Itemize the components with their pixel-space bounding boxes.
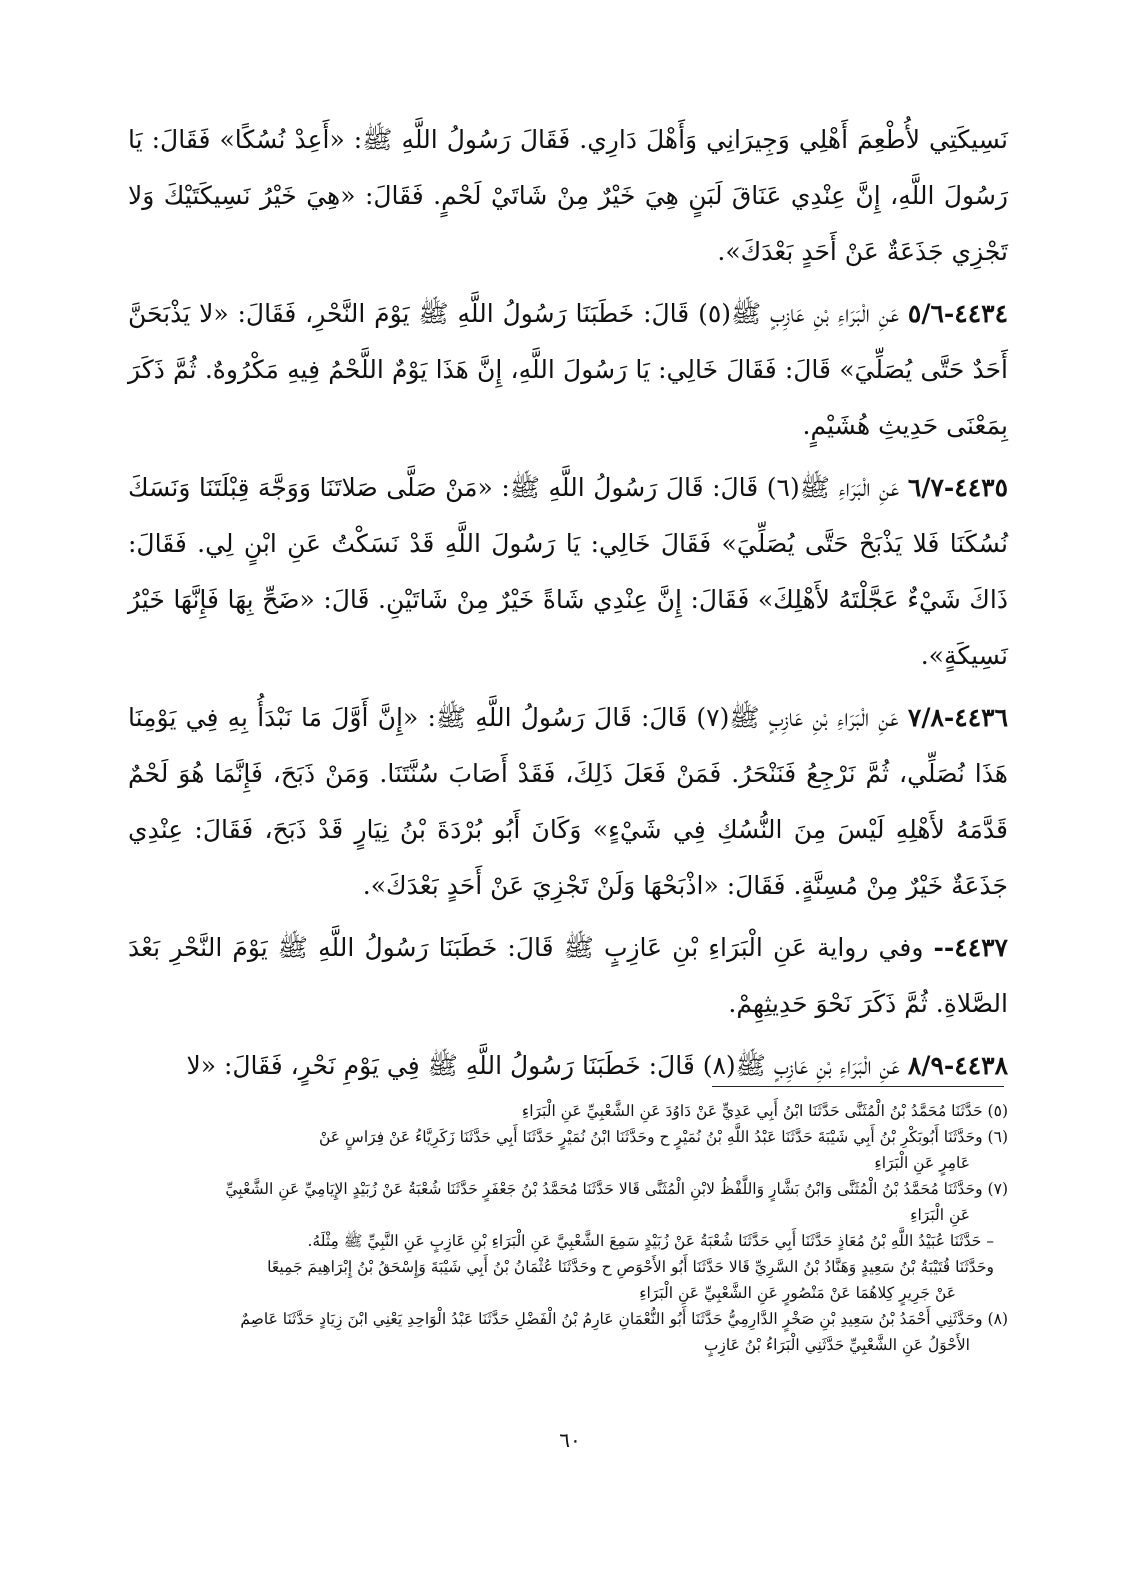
footnote-8 [128,1306,1008,1358]
hadith-number: ٤٤٣٤ [954,299,1008,328]
footnotes [128,1098,1008,1358]
footnote-continuation: عَنِ الْبَرَاءِ [910,1206,970,1224]
footnote-label: (٧) [987,1180,1008,1198]
paragraph-text: نَسِيكَتِي لأُطْعِمَ أَهْلِي وَجِيرَانِي وَأَهْلَ دَارِي. فَقَالَ رَسُولُ اللَّهِ ﷺ: «أَعِدْ نُسُكًا» فَقَالَ: يَا رَسُولَ اللَّهِ، إِنَّ عِنْدِي عَنَاقَ لَبَنٍ هِيَ خَيْرٌ مِنْ شَاتَيْ لَحْمٍ. فَقَالَ: «هِيَ خَيْرُ نَسِيكَتَيْكَ وَلا تَجْزِي جَذَعَةٌ عَنْ أَحَدٍ بَعْدَكَ». [128,125,1008,266]
footnote-continuation: عَامِرٍ عَنِ الْبَرَاءِ [874,1154,970,1172]
footnote-continuation: عَنْ جَرِيرٍ كِلاهُمَا عَنْ مَنْصُورٍ عَنِ الشَّعْبِيِّ عَنِ الْبَرَاءِ [639,1284,956,1302]
footnote-text: وحَدَّثَنَا أَبُوبَكْرِ بْنُ أَبِي شَيْبَةَ حَدَّثَنَا عَبْدُ اللَّهِ بْنُ نُمَيْرٍ ح وحَدَّثَنَا ابْنُ نُمَيْرٍ حَدَّثَنَا أَبِي حَدَّثَنَا زَكَرِيَّاءُ عَنْ فِرَاسٍ عَنْ [318,1128,983,1146]
footnote-label: (٨) [987,1310,1008,1328]
hadith-number: ٤٤٣٧ [954,933,1008,962]
hadith-subnumber: -٦/٧ [907,473,955,502]
footnote-text: وحَدَّثَنَا مُحَمَّدُ بْنُ الْمُثَنَّى وَابْنُ بَشَّارٍ وَاللَّفْظُ لابْنِ الْمُثَنَّى قَالا حَدَّثَنَا مُحَمَّدُ بْنُ جَعْفَرٍ حَدَّثَنَا شُعْبَةُ عَنْ زُبَيْدٍ الإِيَامِيِّ عَنِ الشَّعْبِيِّ [225,1180,983,1198]
footnote-divider [712,1086,1004,1087]
paragraph-text: عَنِ الْبَرَاءِ بْنِ عَازِبٍ ﷺ(٨) قَالَ: خَطَبَنَا رَسُولُ اللَّهِ ﷺ فِي يَوْمِ نَحْرٍ، فَقَالَ: «لا [186,1051,900,1080]
hadith-number: ٤٤٣٨ [954,1051,1008,1080]
hadith-4437 [128,920,1008,1032]
paragraph-text: وفي رواية عَنِ الْبَرَاءِ بْنِ عَازِبٍ ﷺ قَالَ: خَطَبَنَا رَسُولُ اللَّهِ ﷺ يَوْمَ النَّحْرِ بَعْدَ الصَّلاةِ. ثُمَّ ذَكَرَ نَحْوَ حَدِيثِهِمْ. [128,933,1008,1018]
footnote-5 [128,1098,1008,1124]
footnote-7-chain-a [128,1228,1008,1254]
page-number: ٦٠ [559,1428,581,1452]
hadith-4434 [128,286,1008,454]
footnote-7-chain-b [128,1254,1008,1306]
paragraph-text: عَنِ الْبَرَاءِ بْنِ عَازِبٍ ﷺ(٧) قَالَ: قَالَ رَسُولُ اللَّهِ ﷺ: «إِنَّ أَوَّلَ مَا نَبْدَأُ بِهِ فِي يَوْمِنَا هَذَا نُصَلِّي، ثُمَّ نَرْجِعُ فَنَنْحَرُ. فَمَنْ فَعَلَ ذَلِكَ، فَقَدْ أَصَابَ سُنَّتَنَا. وَمَنْ ذَبَحَ، فَإِنَّمَا هُوَ لَحْمٌ قَدَّمَهُ لأَهْلِهِ لَيْسَ مِنَ النُّسُكِ فِي شَيْءٍ» وَكَانَ أَبُو بُرْدَةَ بْنُ نِيَارٍ قَدْ ذَبَحَ، فَقَالَ: عِنْدِي جَذَعَةٌ خَيْرٌ مِنْ مُسِنَّةٍ. فَقَالَ: «اذْبَحْهَا وَلَنْ تَجْزِيَ عَنْ أَحَدٍ بَعْدَكَ». [128,703,1008,900]
footnote-text: وحَدَّثَنِي أَحْمَدُ بْنُ سَعِيدِ بْنِ صَخْرٍ الدَّارِمِيُّ حَدَّثَنَا أَبُو النُّعْمَانِ عَارِمُ بْنُ الْفَضْلِ حَدَّثَنَا عَبْدُ الْوَاحِدِ يَعْنِي ابْنَ زِيَادٍ حَدَّثَنَا عَاصِمٌ [240,1310,983,1328]
hadith-subnumber: -٥/٦ [907,299,955,328]
footnote-text: حَدَّثَنَا مُحَمَّدُ بْنُ الْمُثَنَّى حَدَّثَنَا ابْنُ أَبِي عَدِيٍّ عَنْ دَاوُدَ عَنِ الشَّعْبِيِّ عَنِ الْبَرَاءِ [521,1102,983,1120]
hadith-subnumber: -٧/٨ [907,703,955,732]
paragraph-text: عَنِ الْبَرَاءِ ﷺ(٦) قَالَ: قَالَ رَسُولُ اللَّهِ ﷺ: «مَنْ صَلَّى صَلاتَنَا وَوَجَّهَ قِبْلَتَنَا وَنَسَكَ نُسُكَنَا فَلا يَذْبَحْ حَتَّى يُصَلِّيَ» فَقَالَ خَالِي: يَا رَسُولَ اللَّهِ قَدْ نَسَكْتُ عَنِ ابْنٍ لِي. فَقَالَ: ذَاكَ شَيْءٌ عَجَّلْتَهُ لأَهْلِكَ» فَقَالَ: إِنَّ عِنْدِي شَاةً خَيْرٌ مِنْ شَاتَيْنِ. قَالَ: «ضَحِّ بِهَا فَإِنَّهَا خَيْرُ نَسِيكَةٍ». [128,473,1008,670]
hadith-4435 [128,460,1008,684]
footnote-label: (٦) [987,1128,1008,1146]
footnote-text: وحَدَّثَنَا قُتَيْبَةُ بْنُ سَعِيدٍ وَهَنَّادُ بْنُ السَّرِيِّ قَالا حَدَّثَنَا أَبُو الأَحْوَصِ ح وحَدَّثَنَا عُثْمَانُ بْنُ أَبِي شَيْبَةَ وَإِسْحَقُ بْنُ إِبْرَاهِيمَ جَمِيعًا [267,1258,994,1276]
hadith-number: ٤٤٣٦ [954,703,1008,732]
main-text [128,112,1008,1100]
hadith-subnumber: -٨/٩ [907,1051,955,1080]
paragraph-continuation [128,112,1008,280]
footnote-7 [128,1176,1008,1228]
paragraph-text: عَنِ الْبَرَاءِ بْنِ عَازِبٍ ﷺ(٥) قَالَ: خَطَبَنَا رَسُولُ اللَّهِ ﷺ يَوْمَ النَّحْرِ، فَقَالَ: «لا يَذْبَحَنَّ أَحَدٌ حَتَّى يُصَلِّيَ» قَالَ: فَقَالَ خَالِي: يَا رَسُولَ اللَّهِ، إِنَّ هَذَا يَوْمٌ اللَّحْمُ فِيهِ مَكْرُوهٌ. ثُمَّ ذَكَرَ بِمَعْنَى حَدِيثِ هُشَيْمٍ. [128,299,1008,440]
hadith-4436 [128,690,1008,914]
footnote-6 [128,1124,1008,1176]
footnote-label: (٥) [987,1102,1008,1120]
hadith-subnumber: -- [933,933,955,962]
hadith-number: ٤٤٣٥ [954,473,1008,502]
footnote-continuation: الأَحْوَلُ عَنِ الشَّعْبِيِّ حَدَّثَنِي الْبَرَاءُ بْنُ عَازِبٍ [703,1336,970,1354]
footnote-text: – حَدَّثَنَا عُبَيْدُ اللَّهِ بْنُ مُعَاذٍ حَدَّثَنَا أَبِي حَدَّثَنَا شُعْبَةُ عَنْ زُبَيْدٍ سَمِعَ الشَّعْبِيَّ عَنِ الْبَرَاءِ بْنِ عَازِبٍ عَنِ النَّبِيِّ ﷺ مِثْلَهُ. [307,1232,994,1250]
